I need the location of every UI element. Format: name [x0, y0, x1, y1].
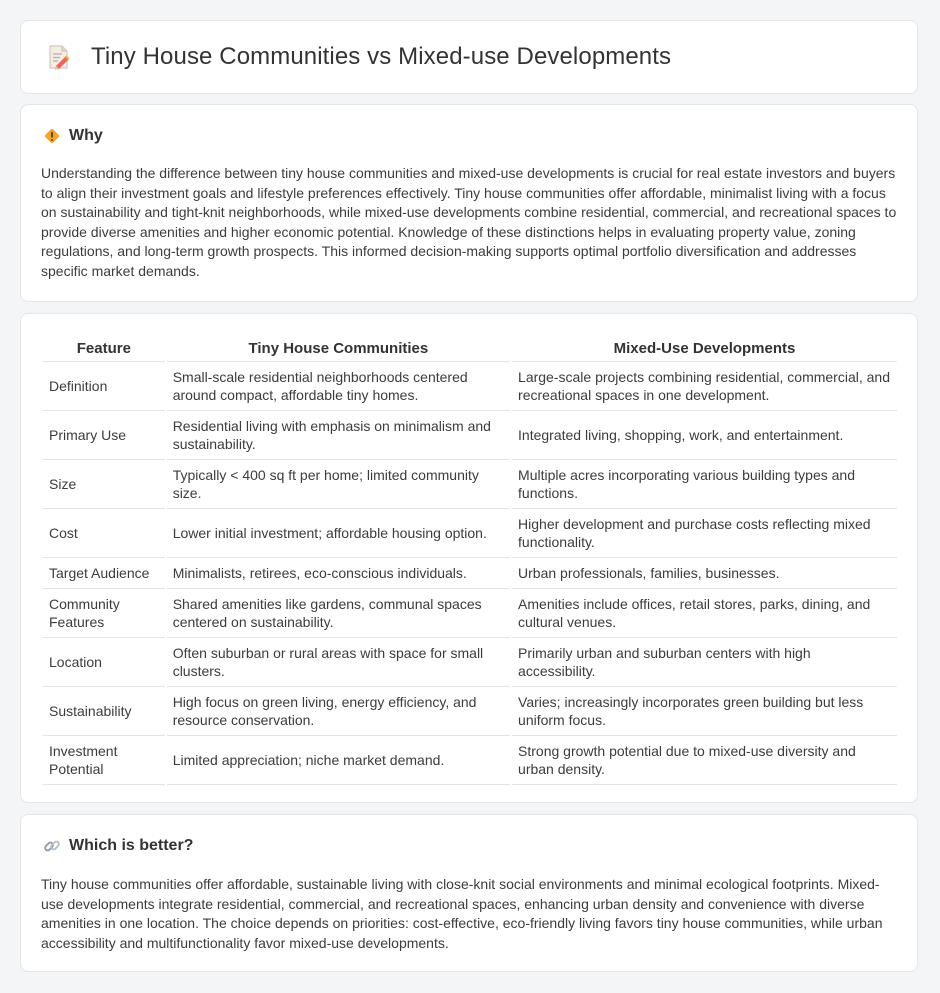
table-row — [43, 411, 897, 460]
tiny-house-cell: Small-scale residential neighborhoods centered around compact, affordable tiny homes. — [167, 362, 510, 411]
table-row — [43, 589, 897, 638]
feature-cell: Cost — [43, 509, 165, 558]
tiny-house-cell: Shared amenities like gardens, communal spaces centered on sustainability. — [167, 589, 510, 638]
feature-cell: Primary Use — [43, 411, 165, 460]
table-row — [43, 509, 897, 558]
tiny-house-cell: Typically < 400 sq ft per home; limited community size. — [167, 460, 510, 509]
diamond-sign-icon — [43, 127, 61, 145]
page-title: Tiny House Communities vs Mixed-use Developments — [91, 43, 672, 70]
header-feature: Feature — [43, 335, 165, 362]
mixed-use-cell: Primarily urban and suburban centers with high accessibility. — [512, 638, 897, 687]
feature-cell: Investment Potential — [43, 736, 165, 785]
mixed-use-cell: Integrated living, shopping, work, and entertainment. — [512, 411, 897, 460]
mixed-use-cell: Strong growth potential due to mixed-use diversity and urban density. — [512, 736, 897, 785]
mixed-use-cell: Amenities include offices, retail stores, parks, dining, and cultural venues. — [512, 589, 897, 638]
table-row — [43, 558, 897, 589]
table-header-row — [43, 335, 897, 362]
why-heading: Why — [69, 127, 103, 144]
tiny-house-cell: Residential living with emphasis on minimalism and sustainability. — [167, 411, 510, 460]
table-row — [43, 362, 897, 411]
better-heading-row — [43, 837, 193, 855]
title-row — [47, 43, 671, 71]
why-section — [20, 104, 918, 302]
tiny-house-cell: High focus on green living, energy efficiency, and resource conservation. — [167, 687, 510, 736]
feature-cell: Sustainability — [43, 687, 165, 736]
feature-cell: Location — [43, 638, 165, 687]
tiny-house-cell: Minimalists, retirees, eco-conscious individuals. — [167, 558, 510, 589]
tiny-house-cell: Limited appreciation; niche market demand. — [167, 736, 510, 785]
document-pencil-icon — [47, 44, 71, 70]
feature-cell: Target Audience — [43, 558, 165, 589]
table-row — [43, 687, 897, 736]
feature-cell: Community Features — [43, 589, 165, 638]
mixed-use-cell: Multiple acres incorporating various building types and functions. — [512, 460, 897, 509]
mixed-use-cell: Urban professionals, families, businesses. — [512, 558, 897, 589]
feature-cell: Size — [43, 460, 165, 509]
tiny-house-cell: Often suburban or rural areas with space for small clusters. — [167, 638, 510, 687]
mixed-use-cell: Varies; increasingly incorporates green building but less uniform focus. — [512, 687, 897, 736]
header-mixed-use: Mixed-Use Developments — [512, 335, 897, 362]
better-heading: Which is better? — [69, 837, 194, 854]
comparison-table — [41, 335, 899, 785]
better-text: Tiny house communities offer affordable, sustainable living with close-knit social environments and minimal ecological footprints. Mixed-use developments integrate residential, commercial, and recreational spaces, enhancing urban density and convenience with diverse amenities in one location. The choice depends on priorities: cost-effective, eco-friendly living favors tiny house communities, while urban accessibility and multifunctionality favor mixed-use developments. — [41, 876, 883, 951]
which-is-better-section — [20, 814, 918, 972]
header-tiny-house: Tiny House Communities — [167, 335, 510, 362]
table-row — [43, 460, 897, 509]
table-row — [43, 638, 897, 687]
link-icon — [43, 837, 61, 855]
why-heading-row — [43, 127, 103, 145]
feature-cell: Definition — [43, 362, 165, 411]
mixed-use-cell: Large-scale projects combining residential, commercial, and recreational spaces in one development. — [512, 362, 897, 411]
tiny-house-cell: Lower initial investment; affordable housing option. — [167, 509, 510, 558]
table-row — [43, 736, 897, 785]
comparison-card — [20, 313, 918, 803]
mixed-use-cell: Higher development and purchase costs reflecting mixed functionality. — [512, 509, 897, 558]
why-text: Understanding the difference between tiny house communities and mixed-use developments is crucial for real estate investors and buyers to align their investment goals and lifestyle preferences effectively. Tiny house communities offer affordable, minimalist living with a focus on sustainability and tight-knit neighborhoods, while mixed-use developments combine residential, commercial, and recreational spaces to provide diverse amenities and higher economic potential. Knowledge of these distinctions helps in evaluating property value, zoning regulations, and long-term growth prospects. This informed decision-making supports optimal portfolio diversification and addresses specific market demands. — [41, 165, 897, 279]
title-card — [20, 20, 918, 94]
